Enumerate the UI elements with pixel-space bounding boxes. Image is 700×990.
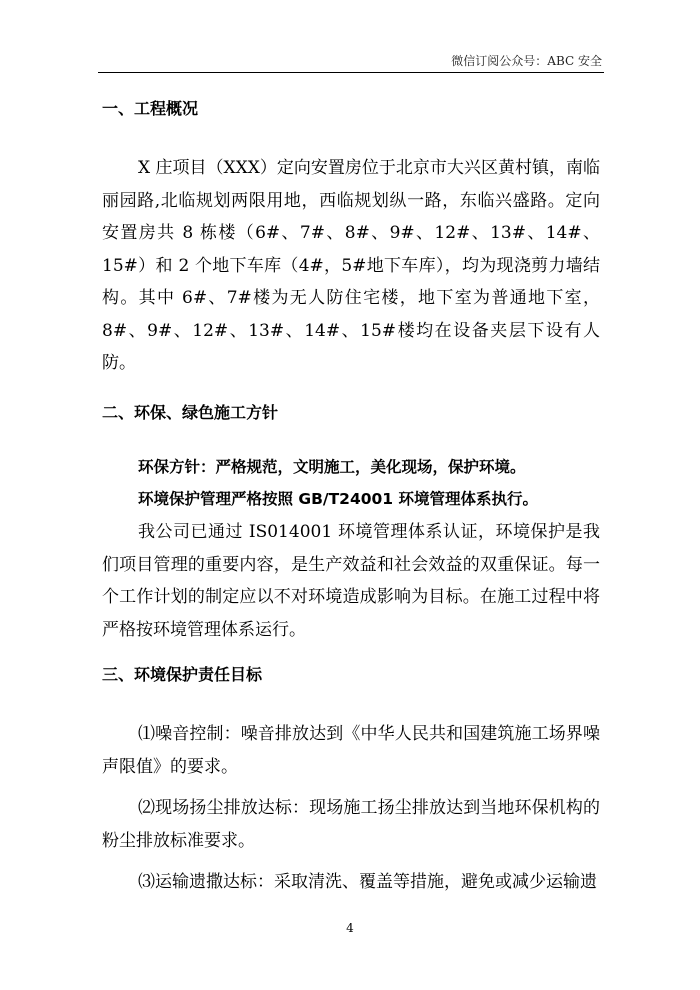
section-2-standard: 环境保护管理严格按照 GB/T24001 环境管理体系执行。 <box>138 490 538 508</box>
page-number: 4 <box>346 921 354 935</box>
section-3-item-1: ⑴噪音控制：噪音排放达到《中华人民共和国建筑施工场界噪声限值》的要求。 <box>102 724 600 777</box>
section-1-paragraph: X 庄项目（XXX）定向安置房位于北京市大兴区黄村镇，南临丽园路,北临规划两限用地，西临规划纵一路，东临兴盛路。定向安置房共 8 栋楼（6#、7#、8#、9#、12#、13#、14#、15#）和 2 个地下车库（4#，5#地下车库），均为现浇剪力墙结构。其中 6#、7#楼为无人防住宅楼，地下室为普通地下室，8#、9#、12#、13#、14#、15#楼均在设备夹层下设有人防。 <box>102 158 600 373</box>
section-2-policy: 环保方针：严格规范，文明施工，美化现场，保护环境。 <box>138 458 526 476</box>
section-1-title: 一、工程概况 <box>102 99 199 118</box>
section-3-item-3: ⑶运输遗撒达标：采取清洗、覆盖等措施，避免或减少运输遗 <box>138 872 597 892</box>
section-2-title: 二、环保、绿色施工方针 <box>102 403 279 422</box>
section-3-item-2: ⑵现场扬尘排放达标：现场施工扬尘排放达到当地环保机构的粉尘排放标准要求。 <box>102 798 600 851</box>
page-header-text: 微信订阅公众号：ABC 安全 <box>451 54 602 68</box>
section-3-title: 三、环境保护责任目标 <box>102 665 263 684</box>
section-2-paragraph: 我公司已通过 IS014001 环境管理体系认证，环境保护是我们项目管理的重要内容，是生产效益和社会效益的双重保证。每一个工作计划的制定应以不对环境造成影响为目标。在施工过程中将严格按环境管理体系运行。 <box>102 522 600 640</box>
header-divider <box>98 72 604 73</box>
